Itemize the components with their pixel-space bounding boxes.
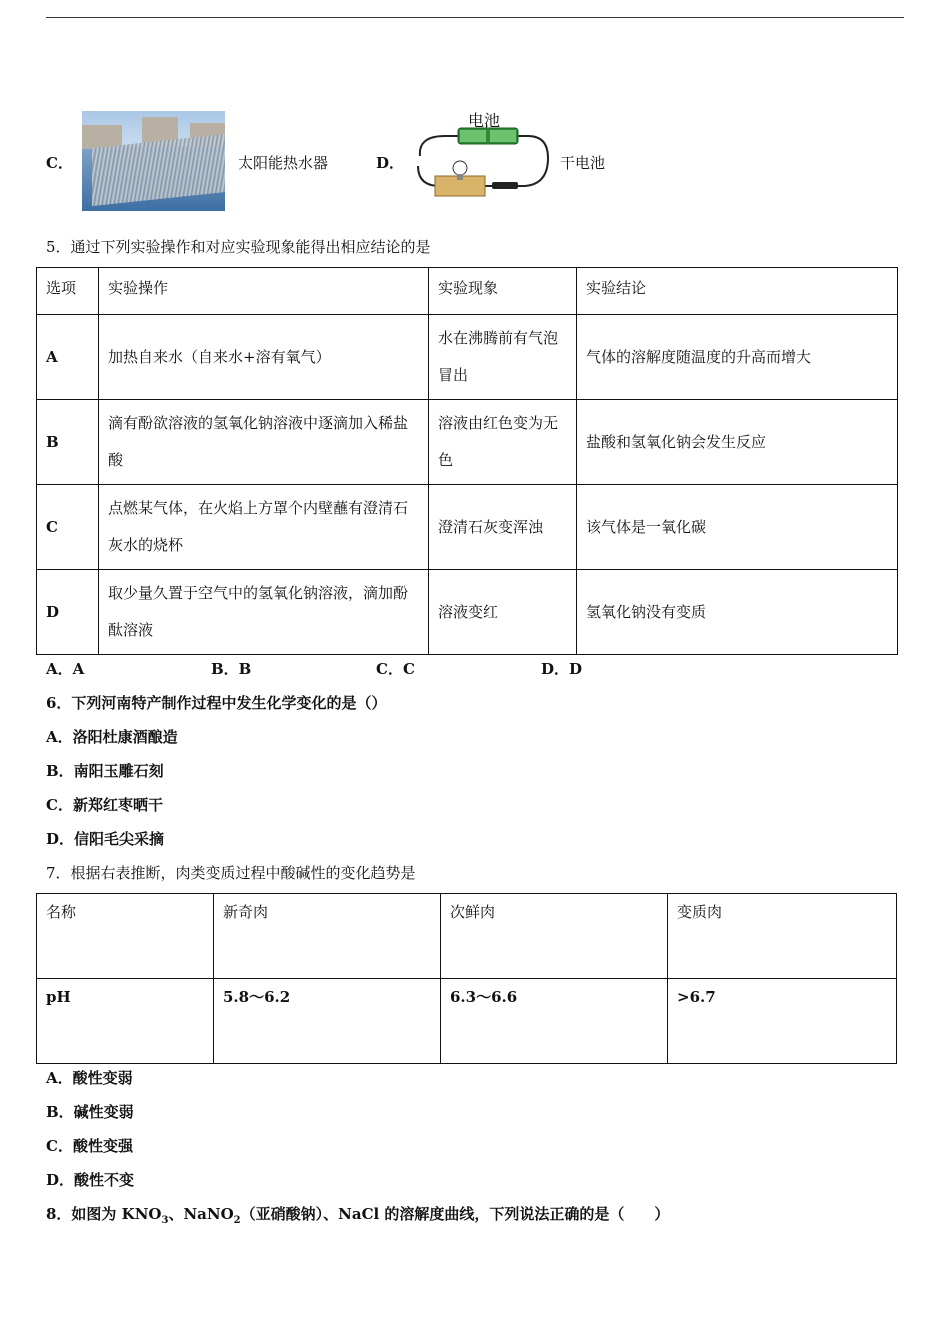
table-row	[37, 400, 898, 485]
answer-option-d[interactable]: D．信阳毛尖采摘	[46, 830, 165, 848]
option-cell: B	[37, 400, 99, 485]
header-cell: 次鲜肉	[441, 894, 668, 979]
question-6-stem: 6．下列河南特产制作过程中发生化学变化的是（）	[46, 694, 387, 712]
option-c-label: C．	[46, 154, 73, 172]
operation-cell: 点燃某气体，在火焰上方罩个内壁蘸有澄清石灰水的烧杯	[99, 485, 429, 570]
question-8-stem: 8．如图为 $KNO_3$、NaNO$_2$（亚硝酸钠）、NaCl 的溶解度曲线，下列说法正确的是（ ）	[46, 1205, 670, 1226]
option-cell: D	[37, 570, 99, 655]
table-row	[37, 485, 898, 570]
battery-caption: 电池	[468, 111, 501, 130]
answer-option-d[interactable]: D．D	[541, 660, 583, 678]
phenomenon-cell: 水在沸腾前有气泡冒出	[429, 315, 577, 400]
conclusion-cell: 气体的溶解度随温度的升高而增大	[577, 315, 898, 400]
header-cell: 变质肉	[668, 894, 897, 979]
ph-value-cell: 6.3～6.6	[441, 979, 668, 1064]
answer-option-c[interactable]: C．新郑红枣晒干	[46, 796, 163, 814]
answer-option-c[interactable]: C．C	[376, 660, 415, 678]
header-rule	[46, 17, 904, 18]
option-c-text: 太阳能热水器	[238, 154, 329, 172]
phenomenon-cell: 溶液变红	[429, 570, 577, 655]
table-header-row	[37, 268, 898, 315]
question-5-table	[36, 267, 898, 655]
answer-option-a[interactable]: A．洛阳杜康酒酿造	[46, 728, 178, 746]
table-row	[37, 315, 898, 400]
operation-cell: 滴有酚欲溶液的氢氧化钠溶液中逐滴加入稀盐酸	[99, 400, 429, 485]
ph-label-cell: pH	[37, 979, 214, 1064]
answer-option-a[interactable]: A．酸性变弱	[46, 1069, 133, 1087]
answer-option-a[interactable]: A．A	[46, 660, 85, 678]
answer-option-d[interactable]: D．酸性不变	[46, 1171, 135, 1189]
answer-option-c[interactable]: C．酸性变强	[46, 1137, 133, 1155]
header-cell: 新奇肉	[214, 894, 441, 979]
conclusion-cell: 盐酸和氢氧化钠会发生反应	[577, 400, 898, 485]
ph-value-cell: 5.8～6.2	[214, 979, 441, 1064]
option-d-text: 干电池	[560, 154, 606, 172]
conclusion-cell: 该气体是一氧化碳	[577, 485, 898, 570]
option-cell: A	[37, 315, 99, 400]
ph-value-cell: >6.7	[668, 979, 897, 1064]
header-cell: 选项	[37, 268, 99, 315]
answer-option-b[interactable]: B．B	[211, 660, 252, 678]
header-cell: 实验操作	[99, 268, 429, 315]
option-cell: C	[37, 485, 99, 570]
option-d-label: D．	[376, 154, 405, 172]
header-cell: 实验现象	[429, 268, 577, 315]
phenomenon-cell: 澄清石灰变浑浊	[429, 485, 577, 570]
question-5-stem: 5．通过下列实验操作和对应实验现象能得出相应结论的是	[46, 238, 431, 256]
answer-option-b[interactable]: B．南阳玉雕石刻	[46, 762, 164, 780]
header-cell: 实验结论	[577, 268, 898, 315]
operation-cell: 取少量久置于空气中的氢氧化钠溶液，滴加酚酞溶液	[99, 570, 429, 655]
operation-cell: 加热自来水（自来水+溶有氧气）	[99, 315, 429, 400]
question-7-stem: 7．根据右表推断，肉类变质过程中酸碱性的变化趋势是	[46, 864, 416, 882]
solar-water-heater-image	[82, 111, 225, 211]
header-cell: 名称	[37, 894, 214, 979]
table-row	[37, 979, 897, 1064]
answer-option-b[interactable]: B．碱性变弱	[46, 1103, 134, 1121]
table-header-row	[37, 894, 897, 979]
conclusion-cell: 氢氧化钠没有变质	[577, 570, 898, 655]
table-row	[37, 570, 898, 655]
question-7-table	[36, 893, 897, 1064]
phenomenon-cell: 溶液由红色变为无色	[429, 400, 577, 485]
